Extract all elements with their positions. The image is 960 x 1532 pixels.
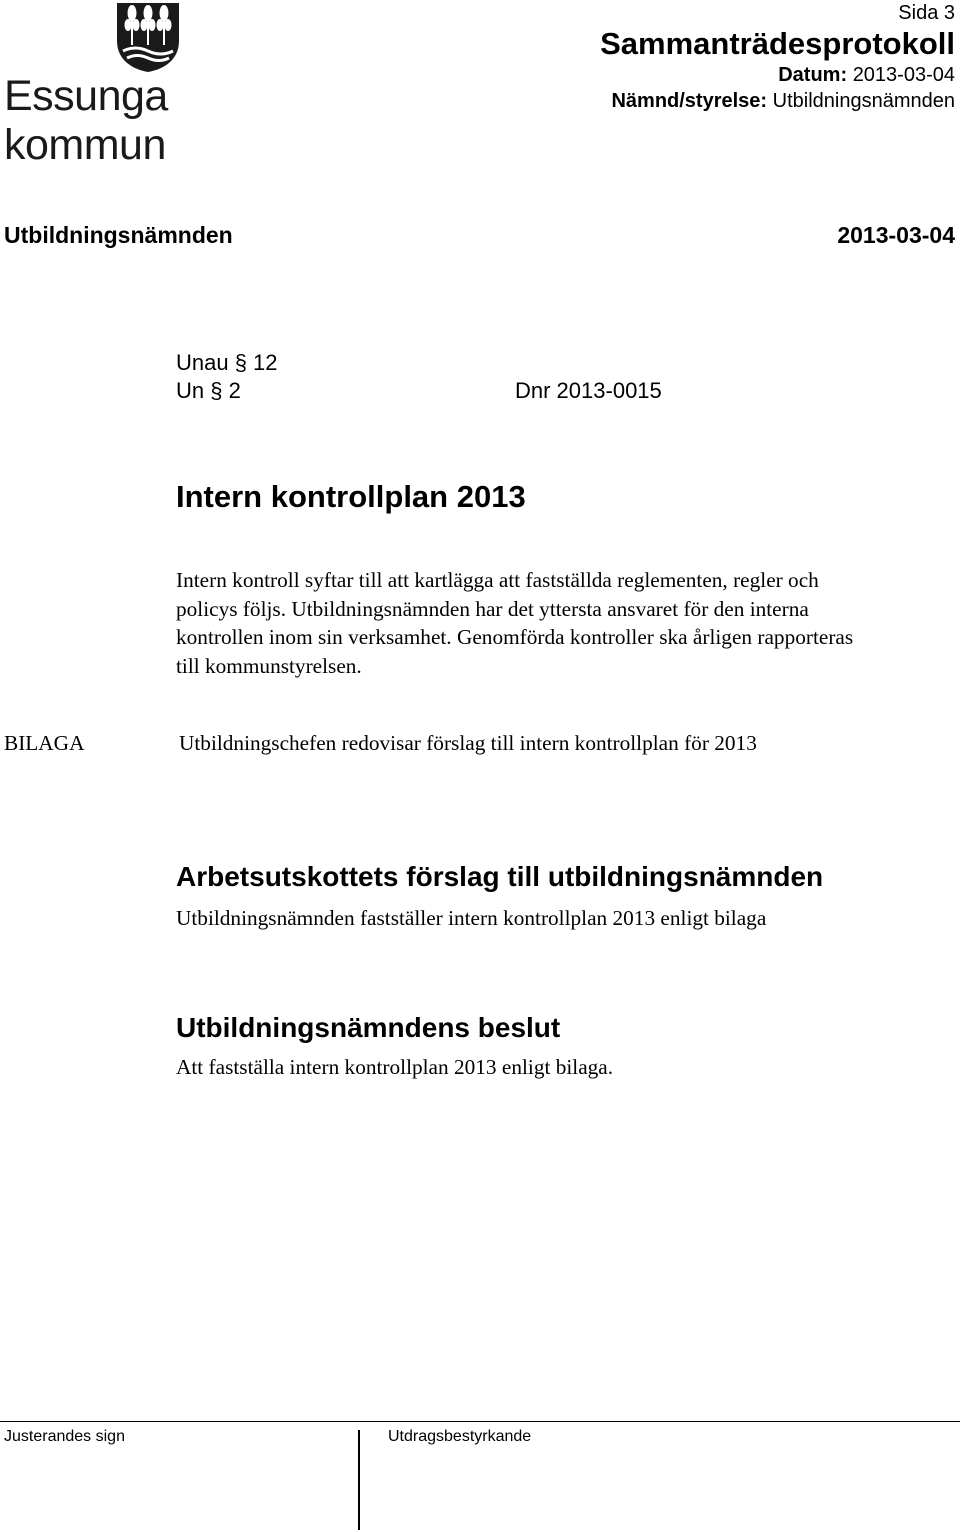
section-date: 2013-03-04 — [837, 222, 955, 248]
attachment-text: Utbildningschefen redovisar förslag till intern kontrollplan för 2013 — [179, 731, 757, 755]
section-board-name: Utbildningsnämnden — [4, 222, 233, 248]
paragraph-ref-unau: Unau § 12 — [176, 350, 278, 375]
footer-rule — [0, 1421, 960, 1422]
intro-line: policys följs. Utbildningsnämnden har det yttersta ansvaret för den interna — [176, 596, 809, 621]
main-heading: Intern kontrollplan 2013 — [176, 479, 526, 514]
diary-number: Dnr 2013-0015 — [515, 378, 662, 403]
page-number: Sida 3 — [898, 2, 955, 24]
logo-text: Essunga kommun — [4, 72, 168, 169]
board-label: Nämnd/styrelse: — [611, 90, 768, 112]
board-value: Utbildningsnämnden — [772, 90, 955, 112]
footer-certification-label: Utdragsbestyrkande — [388, 1428, 532, 1445]
date-label: Datum: — [778, 64, 848, 86]
intro-line: kontrollen inom sin verksamhet. Genomförda kontroller ska årligen rapporteras — [176, 625, 854, 649]
footer-signature-label: Justerandes sign — [4, 1428, 125, 1445]
document-title: Sammanträdesprotokoll — [600, 26, 955, 61]
attachment-label: BILAGA — [4, 731, 85, 755]
footer-divider — [358, 1430, 360, 1530]
municipal-coat-of-arms-icon — [115, 1, 181, 73]
intro-paragraph — [176, 566, 956, 680]
decision-text: Att fastställa intern kontrollplan 2013 enligt bilaga. — [176, 1055, 614, 1079]
date-value: 2013-03-04 — [852, 64, 955, 86]
decision-heading: Utbildningsnämndens beslut — [176, 1012, 561, 1043]
date-row — [778, 64, 955, 87]
proposal-heading: Arbetsutskottets förslag till utbildningsnämnden — [176, 861, 824, 892]
essunga-logo — [0, 0, 300, 169]
intro-line: Intern kontroll syftar till att kartlägga att fastställda reglementen, regler och — [176, 568, 819, 592]
proposal-text: Utbildningsnämnden fastställer intern kontrollplan 2013 enligt bilaga — [176, 906, 767, 930]
paragraph-ref-un: Un § 2 — [176, 378, 241, 403]
board-row — [611, 90, 955, 113]
intro-line: till kommunstyrelsen. — [176, 653, 362, 678]
